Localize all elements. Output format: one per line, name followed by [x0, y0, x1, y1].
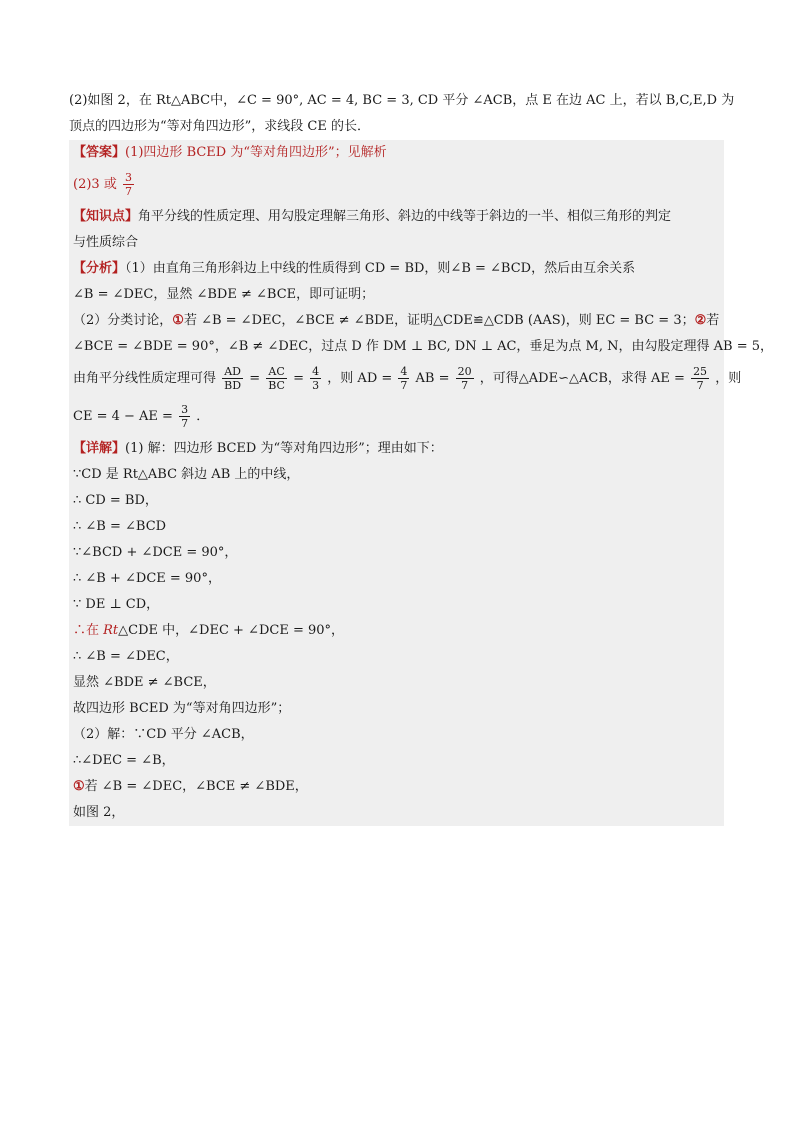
fraction-numerator: 25: [693, 365, 708, 378]
analysis-text-3a: （2）分类讨论，: [73, 313, 173, 328]
fraction-denominator: 7: [696, 379, 704, 392]
detail-line-5: ∵∠BCD + ∠DCE = 90°，: [69, 540, 724, 566]
answer-part-2: (2)3 或: [73, 177, 117, 192]
detail-line-2: ∵CD 是 Rt△ABC 斜边 AB 上的中线，: [69, 462, 724, 488]
answer-label: 【答案】: [73, 145, 126, 160]
document-page: [69, 88, 773, 826]
analysis-line-2: ∠B = ∠DEC，显然 ∠BDE ≠ ∠BCE，即可证明；: [69, 282, 724, 308]
fraction-3-7: [179, 403, 190, 430]
detail-line-9: ∴ ∠B = ∠DEC，: [69, 644, 724, 670]
circled-one: ①: [73, 779, 85, 794]
analysis-label: 【分析】: [73, 261, 126, 276]
fraction-4-7: [398, 365, 409, 392]
detail-line-3: [69, 488, 724, 514]
equals-sign: =: [293, 371, 305, 386]
fraction-20-7: [456, 365, 474, 392]
detail-line-10: 显然 ∠BDE ≠ ∠BCE，: [69, 670, 724, 696]
detail-text-14: 若 ∠B = ∠DEC，∠BCE ≠ ∠BDE，: [84, 779, 308, 794]
analysis-text-6b: ．: [196, 409, 210, 424]
fraction-numerator: 3: [181, 403, 189, 416]
answer-line-2: [69, 166, 724, 204]
analysis-text-5d: ，可得△ADE∽△ACB，求得 AE =: [479, 371, 685, 386]
analysis-text-1: （1）由直角三角形斜边上中线的性质得到 CD = BD，则∠B = ∠BCD，然后由互余关系: [125, 261, 636, 276]
answer-fraction: [123, 171, 134, 198]
fraction-ad-bd: [222, 365, 243, 392]
fraction-denominator: 7: [181, 417, 189, 430]
fraction-numerator: AC: [268, 365, 285, 378]
analysis-text-6a: CE = 4 − AE =: [73, 409, 173, 424]
circled-two: ②: [694, 313, 707, 328]
knowledge-line-1: [69, 204, 724, 230]
fraction-ac-bc: [266, 365, 287, 392]
fraction-25-7: [691, 365, 709, 392]
fraction-4-3: [310, 365, 321, 392]
fraction-denominator: 7: [461, 379, 469, 392]
analysis-text-5b: ，则 AD =: [327, 371, 393, 386]
fraction-numerator: 4: [400, 365, 408, 378]
answer-part-1: (1)四边形 BCED 为“等对角四边形”；见解析: [125, 145, 387, 160]
detail-text-1: (1) 解：四边形 BCED 为“等对角四边形”；理由如下：: [125, 441, 443, 456]
analysis-text-5c: AB =: [415, 371, 450, 386]
detail-line-8: [69, 618, 724, 644]
equals-sign: =: [249, 371, 261, 386]
detail-line-15: 如图 2，: [69, 800, 724, 826]
fraction-denominator: 7: [124, 185, 132, 198]
detail-line-1: [69, 436, 724, 462]
knowledge-label: 【知识点】: [73, 209, 139, 224]
detail-text-rt: Rt: [103, 623, 119, 638]
detail-line-12: （2）解：∵CD 平分 ∠ACB，: [69, 722, 724, 748]
detail-line-7: ∵ DE ⊥ CD，: [69, 592, 724, 618]
analysis-line-1: [69, 256, 724, 282]
analysis-line-3: [69, 308, 724, 334]
analysis-text-3b: 若 ∠B = ∠DEC，∠BCE ≠ ∠BDE，证明△CDE≌△CDB (AAS)，则 EC = BC = 3；: [183, 313, 695, 328]
analysis-text-5e: ，则: [715, 371, 742, 386]
detail-label: 【详解】: [73, 441, 126, 456]
analysis-line-5: [69, 360, 742, 398]
fraction-numerator: AD: [224, 365, 241, 378]
detail-line-11: 故四边形 BCED 为“等对角四边形”；: [69, 696, 724, 722]
detail-text-3: ∴ CD = BD，: [73, 493, 158, 508]
knowledge-text-1: 角平分线的性质定理、用勾股定理解三角形、斜边的中线等于斜边的一半、相似三角形的判定: [138, 209, 672, 224]
circled-one: ①: [172, 313, 184, 328]
detail-text-8a: ∴在: [73, 623, 104, 638]
analysis-line-6: [69, 398, 724, 436]
detail-line-6: ∴ ∠B + ∠DCE = 90°，: [69, 566, 724, 592]
fraction-denominator: 7: [400, 379, 408, 392]
question-2-line-1: (2)如图 2，在 Rt△ABC中，∠C = 90°, AC = 4, BC = 3, CD 平分 ∠ACB，点 E 在边 AC 上，若以 B,C,E,D 为: [69, 93, 735, 108]
fraction-denominator: BD: [224, 379, 242, 392]
answer-line-1: [69, 140, 724, 166]
fraction-denominator: 3: [312, 379, 320, 392]
detail-line-14: [69, 774, 724, 800]
analysis-text-5a: 由角平分线性质定理可得: [73, 371, 217, 386]
detail-line-13: ∴∠DEC = ∠B，: [69, 748, 724, 774]
analysis-text-3c: 若: [706, 313, 720, 328]
detail-text-8b: △CDE 中，∠DEC + ∠DCE = 90°，: [118, 623, 345, 638]
analysis-line-4: ∠BCE = ∠BDE = 90°，∠B ≠ ∠DEC，过点 D 作 DM ⊥ BC, DN ⊥ AC，垂足为点 M, N，由勾股定理得 AB = 5，: [69, 334, 724, 360]
detail-line-4: ∴ ∠B = ∠BCD: [69, 514, 724, 540]
knowledge-line-2: 与性质综合: [69, 230, 724, 256]
question-2-line-2: 顶点的四边形为“等对角四边形”，求线段 CE 的长．: [69, 119, 370, 134]
fraction-numerator: 4: [312, 365, 320, 378]
fraction-denominator: BC: [268, 379, 285, 392]
fraction-numerator: 3: [124, 171, 132, 184]
fraction-numerator: 20: [457, 365, 472, 378]
